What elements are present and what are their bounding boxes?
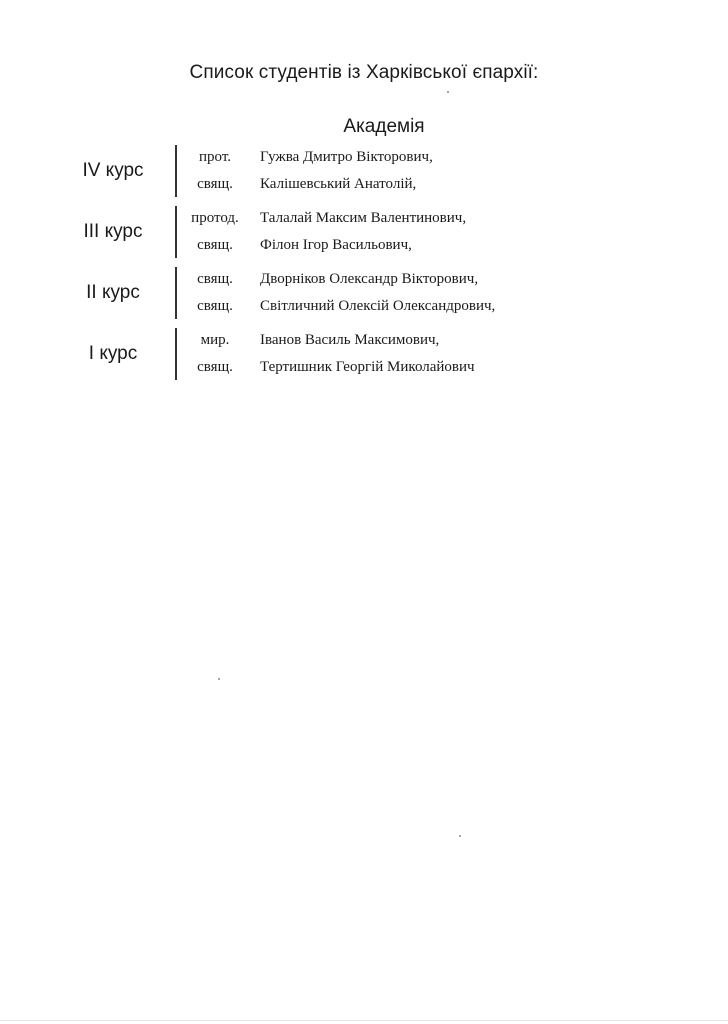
course-label: III курс	[83, 221, 143, 242]
page-edge	[0, 1020, 728, 1021]
student-row	[180, 233, 412, 257]
student-name: Тертишник Георгій Миколайович	[260, 359, 475, 375]
course-divider	[175, 267, 177, 319]
student-row	[180, 294, 495, 318]
student-rank: прот.	[198, 149, 231, 165]
student-row	[180, 145, 433, 169]
student-rank: свящ.	[197, 176, 233, 192]
student-row	[180, 355, 475, 379]
student-name: Калішевський Анатолій,	[260, 176, 417, 192]
course-group	[60, 267, 620, 319]
section-title: Академія	[343, 116, 425, 137]
scan-speck	[218, 678, 220, 680]
student-rank: мир.	[200, 332, 230, 348]
scan-speck	[447, 91, 449, 93]
course-divider	[175, 206, 177, 258]
scan-speck	[459, 835, 461, 837]
course-label: I курс	[88, 343, 138, 364]
student-name: Філон Ігор Васильович,	[260, 237, 412, 253]
course-label: II курс	[86, 282, 140, 303]
course-group	[60, 145, 620, 197]
student-rank: свящ.	[197, 298, 233, 314]
student-name: Талалай Максим Валентинович,	[260, 210, 467, 226]
student-rank: свящ.	[197, 359, 233, 375]
course-group	[60, 206, 620, 258]
student-name: Іванов Василь Максимович,	[260, 332, 440, 348]
student-name: Дворніков Олександр Вікторович,	[260, 271, 479, 287]
document-title: Список студентів із Харківської єпархії:	[189, 62, 539, 83]
student-row	[180, 267, 478, 291]
student-name: Світличний Олексій Олександрович,	[260, 298, 496, 314]
student-name: Гужва Дмитро Вікторович,	[260, 149, 433, 165]
student-rank: протод.	[191, 210, 239, 226]
student-row	[180, 328, 439, 352]
course-label: IV курс	[82, 160, 144, 181]
student-row	[180, 206, 466, 230]
course-group	[60, 328, 620, 380]
student-rank: свящ.	[197, 237, 233, 253]
student-rank: свящ.	[197, 271, 233, 287]
student-row	[180, 172, 416, 196]
course-divider	[175, 328, 177, 380]
course-divider	[175, 145, 177, 197]
